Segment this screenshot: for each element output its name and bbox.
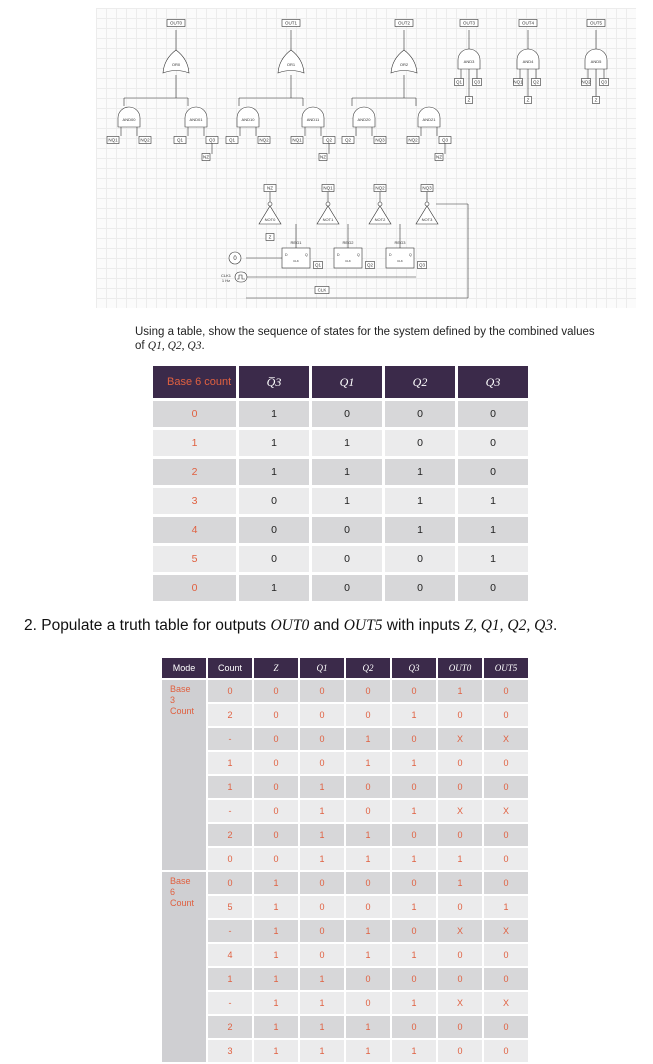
truth-value-cell: 1 [392, 848, 436, 870]
truth-count-cell: 0 [208, 848, 252, 870]
input-tag: NQ2 [259, 137, 269, 143]
register-box [282, 248, 310, 268]
or-gate-label: OR0 [171, 62, 181, 67]
register-q-pin: Q [357, 253, 360, 257]
truth-value-cell: 0 [254, 752, 298, 774]
truth-value-cell: 0 [300, 944, 344, 966]
state-value-cell: 1 [312, 488, 382, 514]
truth-value-cell: X [484, 728, 528, 750]
state-value-cell: 0 [458, 401, 528, 427]
not-output-tag: NQ2 [375, 185, 385, 191]
register-q-pin: Q [305, 253, 308, 257]
state-count-cell: 0 [153, 401, 236, 427]
truth-value-cell: 0 [438, 824, 482, 846]
circuit-diagram [96, 8, 636, 308]
header-q3: Q3 [392, 658, 436, 678]
input-tag: Q2 [532, 79, 540, 85]
register-d-pin: D [389, 253, 392, 257]
truth-value-cell: 0 [484, 824, 528, 846]
truth-value-cell: 0 [392, 872, 436, 894]
truth-value-cell: X [484, 800, 528, 822]
input-tag: Q1 [176, 137, 184, 143]
state-value-cell: 0 [239, 546, 309, 572]
truth-value-cell: 0 [392, 824, 436, 846]
header-mode: Mode [162, 658, 206, 678]
header-q1: Q1 [300, 658, 344, 678]
state-value-cell: 0 [385, 575, 455, 601]
truth-value-cell: 1 [392, 992, 436, 1014]
state-value-cell: 1 [239, 575, 309, 601]
truth-value-cell: 1 [254, 1016, 298, 1038]
input-tag: NQ1 [108, 137, 118, 143]
truth-value-cell: 1 [392, 896, 436, 918]
and-gate-label: AND00 [122, 117, 136, 122]
truth-count-cell: 5 [208, 896, 252, 918]
not-gate-label: NOT1 [322, 217, 334, 222]
truth-value-cell: 1 [300, 1016, 344, 1038]
truth-value-cell: 0 [392, 1016, 436, 1038]
or-output-tag: OUT0 [169, 20, 183, 26]
input-tag: NQ2 [581, 79, 591, 85]
truth-row [162, 896, 528, 918]
truth-value-cell: 1 [254, 1040, 298, 1062]
truth-value-cell: 0 [346, 704, 390, 726]
truth-value-cell: 0 [438, 968, 482, 990]
truth-row [162, 992, 528, 1014]
and-gate-label: AND01 [189, 117, 203, 122]
truth-value-cell: 1 [392, 752, 436, 774]
truth-value-cell: 0 [254, 800, 298, 822]
input-tag: Z [594, 97, 598, 103]
state-value-cell: 0 [458, 575, 528, 601]
truth-value-cell: 0 [438, 752, 482, 774]
truth-value-cell: 0 [484, 752, 528, 774]
input-tag: Q1 [228, 137, 236, 143]
question-2: 2. Populate a truth table for outputs OUT0 and OUT5 with inputs Z, Q1, Q2, Q3. [24, 617, 558, 634]
const-input-value: 0 [233, 256, 237, 262]
state-value-cell: 1 [239, 430, 309, 456]
truth-count-cell: 4 [208, 944, 252, 966]
clock-freq: 1 Hz [221, 278, 231, 283]
not-gate-bubble [326, 202, 330, 206]
truth-value-cell: 1 [300, 824, 344, 846]
and-gate-label: AND20 [357, 117, 371, 122]
truth-value-cell: 0 [438, 1016, 482, 1038]
truth-value-cell: 0 [346, 800, 390, 822]
state-count-cell: 0 [153, 575, 236, 601]
not-input-tag: Z [268, 234, 272, 240]
register-output-tag: Q1 [314, 262, 322, 268]
truth-count-cell: - [208, 992, 252, 1014]
state-value-cell: 0 [385, 546, 455, 572]
header-nq3: Q̅3 [239, 366, 309, 398]
header-count: Count [208, 658, 252, 678]
input-tag: NZ [320, 154, 326, 160]
truth-value-cell: 1 [300, 1040, 344, 1062]
state-value-cell: 0 [458, 430, 528, 456]
header-z: Z [254, 658, 298, 678]
input-tag: Z [526, 97, 530, 103]
register-q-pin: Q [409, 253, 412, 257]
state-count-cell: 4 [153, 517, 236, 543]
state-row [153, 401, 528, 427]
truth-value-cell: 0 [484, 680, 528, 702]
input-tag: NQ2 [140, 137, 150, 143]
truth-value-cell: 0 [254, 776, 298, 798]
truth-value-cell: 1 [438, 680, 482, 702]
register-d-pin: D [285, 253, 288, 257]
header-base6-count: Base 6 count [153, 366, 236, 398]
input-tag: Q2 [344, 137, 352, 143]
truth-value-cell: 0 [300, 680, 344, 702]
truth-value-cell: 1 [254, 896, 298, 918]
state-value-cell: 1 [239, 459, 309, 485]
not-gate-label: NOT0 [264, 217, 276, 222]
state-value-cell: 1 [385, 459, 455, 485]
truth-value-cell: 0 [254, 680, 298, 702]
or-output-tag: OUT1 [284, 20, 298, 26]
truth-value-cell: 1 [438, 872, 482, 894]
truth-count-cell: 3 [208, 1040, 252, 1062]
truth-value-cell: 1 [346, 1016, 390, 1038]
truth-value-cell: 0 [392, 920, 436, 942]
truth-row [162, 752, 528, 774]
truth-value-cell: 0 [484, 872, 528, 894]
truth-count-cell: 2 [208, 824, 252, 846]
truth-value-cell: 1 [254, 872, 298, 894]
question-1: Using a table, show the sequence of states for the system defined by the combined values of Q1, Q2, Q3. [135, 326, 595, 352]
and-gate-label: AND4 [522, 59, 534, 64]
truth-value-cell: 0 [484, 704, 528, 726]
truth-value-cell: 1 [300, 968, 344, 990]
truth-value-cell: 0 [254, 704, 298, 726]
state-value-cell: 0 [312, 517, 382, 543]
truth-value-cell: 1 [346, 944, 390, 966]
input-tag: NZ [436, 154, 442, 160]
input-tag: Q3 [473, 79, 481, 85]
truth-value-cell: 0 [300, 728, 344, 750]
truth-count-cell: 1 [208, 776, 252, 798]
truth-value-cell: 1 [392, 704, 436, 726]
header-q3: Q3 [458, 366, 528, 398]
input-tag: Q3 [600, 79, 608, 85]
header-q1: Q1 [312, 366, 382, 398]
input-tag: NZ [203, 154, 209, 160]
truth-table [160, 656, 530, 1064]
truth-value-cell: 0 [300, 920, 344, 942]
clock-source [235, 272, 247, 282]
or-gate-label: OR2 [399, 62, 409, 67]
mode-cell: Base 6 Count [162, 872, 206, 1062]
truth-value-cell: 0 [438, 944, 482, 966]
and-gate-label: AND3 [463, 59, 475, 64]
header-out5: OUT5 [484, 658, 528, 678]
truth-value-cell: 0 [346, 680, 390, 702]
state-value-cell: 0 [385, 401, 455, 427]
truth-row [162, 680, 528, 702]
input-tag: Q3 [441, 137, 449, 143]
state-value-cell: 0 [312, 546, 382, 572]
not-gate-bubble [378, 202, 382, 206]
state-count-cell: 1 [153, 430, 236, 456]
mode-cell: Base 3 Count [162, 680, 206, 870]
register-box [386, 248, 414, 268]
not-gate-label: NOT3 [421, 217, 433, 222]
truth-value-cell: 1 [346, 824, 390, 846]
not-gate-bubble [425, 202, 429, 206]
state-value-cell: 1 [239, 401, 309, 427]
truth-row [162, 776, 528, 798]
register-clk-pin: CLK [293, 259, 299, 263]
state-value-cell: 0 [239, 517, 309, 543]
state-value-cell: 0 [312, 401, 382, 427]
truth-value-cell: 0 [300, 872, 344, 894]
truth-value-cell: 0 [300, 896, 344, 918]
truth-value-cell: 1 [346, 920, 390, 942]
input-tag: NQ3 [375, 137, 385, 143]
truth-count-cell: 2 [208, 704, 252, 726]
truth-value-cell: 1 [254, 992, 298, 1014]
state-value-cell: 1 [458, 546, 528, 572]
truth-value-cell: 1 [392, 1040, 436, 1062]
truth-count-cell: 0 [208, 872, 252, 894]
truth-row [162, 920, 528, 942]
header-out0: OUT0 [438, 658, 482, 678]
truth-value-cell: 0 [484, 1040, 528, 1062]
and-output-tag: OUT3 [462, 20, 476, 26]
truth-count-cell: 1 [208, 752, 252, 774]
state-value-cell: 0 [458, 459, 528, 485]
truth-row [162, 944, 528, 966]
not-output-tag: NZ [267, 185, 273, 191]
register-output-tag: Q3 [418, 262, 426, 268]
not-output-tag: NQ3 [422, 185, 432, 191]
truth-count-cell: 1 [208, 968, 252, 990]
state-count-cell: 3 [153, 488, 236, 514]
and-output-tag: OUT4 [521, 20, 535, 26]
truth-row [162, 728, 528, 750]
state-value-cell: 1 [312, 459, 382, 485]
register-clk-pin: CLK [345, 259, 351, 263]
header-q2: Q2 [385, 366, 455, 398]
truth-row [162, 704, 528, 726]
truth-value-cell: 0 [346, 872, 390, 894]
truth-count-cell: - [208, 920, 252, 942]
truth-value-cell: 0 [346, 776, 390, 798]
state-value-cell: 0 [385, 430, 455, 456]
truth-value-cell: 0 [392, 776, 436, 798]
truth-value-cell: 0 [484, 776, 528, 798]
truth-value-cell: 0 [254, 848, 298, 870]
truth-value-cell: 1 [346, 848, 390, 870]
register-label: REG2 [342, 240, 354, 245]
truth-value-cell: 1 [254, 920, 298, 942]
truth-value-cell: 1 [254, 944, 298, 966]
truth-value-cell: X [438, 992, 482, 1014]
state-value-cell: 1 [312, 430, 382, 456]
truth-value-cell: 0 [346, 968, 390, 990]
truth-value-cell: X [438, 920, 482, 942]
truth-value-cell: 1 [438, 848, 482, 870]
and-gate-label: AND10 [241, 117, 255, 122]
truth-value-cell: X [438, 800, 482, 822]
truth-value-cell: 0 [392, 968, 436, 990]
register-label: REG1 [290, 240, 302, 245]
truth-value-cell: 0 [300, 752, 344, 774]
state-value-cell: 0 [312, 575, 382, 601]
input-tag: NQ1 [292, 137, 302, 143]
truth-count-cell: - [208, 800, 252, 822]
truth-value-cell: 0 [300, 704, 344, 726]
and-gate-label: AND5 [590, 59, 602, 64]
state-value-cell: 1 [385, 517, 455, 543]
truth-count-cell: 2 [208, 1016, 252, 1038]
input-tag: Q1 [455, 79, 463, 85]
truth-value-cell: 1 [300, 992, 344, 1014]
truth-value-cell: 0 [484, 968, 528, 990]
register-output-tag: Q2 [366, 262, 374, 268]
not-gate-label: NOT2 [374, 217, 386, 222]
truth-value-cell: 0 [392, 728, 436, 750]
state-row [153, 488, 528, 514]
truth-value-cell: 0 [254, 824, 298, 846]
clock-label: CLK1 [220, 273, 232, 278]
register-clk-pin: CLK [397, 259, 403, 263]
state-row [153, 430, 528, 456]
state-sequence-table [150, 363, 531, 604]
truth-value-cell: 0 [438, 1040, 482, 1062]
input-tag: Q2 [325, 137, 333, 143]
truth-value-cell: 1 [392, 800, 436, 822]
truth-value-cell: X [438, 728, 482, 750]
truth-row [162, 1016, 528, 1038]
clk-tag: CLK [317, 287, 327, 293]
state-value-cell: 1 [458, 517, 528, 543]
truth-value-cell: 1 [300, 776, 344, 798]
or-gate-label: OR1 [286, 62, 296, 67]
truth-row [162, 800, 528, 822]
state-value-cell: 1 [385, 488, 455, 514]
truth-value-cell: X [484, 992, 528, 1014]
register-d-pin: D [337, 253, 340, 257]
truth-row [162, 824, 528, 846]
state-count-cell: 5 [153, 546, 236, 572]
truth-value-cell: 0 [484, 1016, 528, 1038]
header-q2: Q2 [346, 658, 390, 678]
truth-value-cell: 1 [254, 968, 298, 990]
truth-value-cell: 0 [254, 728, 298, 750]
truth-value-cell: 0 [438, 704, 482, 726]
register-box [334, 248, 362, 268]
truth-row [162, 848, 528, 870]
and-output-tag: OUT5 [589, 20, 603, 26]
input-tag: NQ2 [408, 137, 418, 143]
and-gate-label: AND11 [306, 117, 320, 122]
state-value-cell: 1 [458, 488, 528, 514]
truth-count-cell: - [208, 728, 252, 750]
circuit-svg [96, 8, 636, 308]
truth-value-cell: 0 [484, 848, 528, 870]
truth-value-cell: 1 [484, 896, 528, 918]
not-gate-bubble [268, 202, 272, 206]
truth-row [162, 1040, 528, 1062]
state-row [153, 575, 528, 601]
truth-value-cell: 0 [484, 944, 528, 966]
state-row [153, 517, 528, 543]
truth-value-cell: 1 [346, 752, 390, 774]
input-tag: Q3 [208, 137, 216, 143]
input-tag: NQ1 [513, 79, 523, 85]
truth-value-cell: 1 [300, 800, 344, 822]
truth-value-cell: 1 [300, 848, 344, 870]
truth-value-cell: 1 [392, 944, 436, 966]
truth-row [162, 872, 528, 894]
truth-value-cell: 0 [346, 992, 390, 1014]
state-count-cell: 2 [153, 459, 236, 485]
truth-value-cell: 0 [438, 896, 482, 918]
truth-value-cell: X [484, 920, 528, 942]
state-value-cell: 0 [239, 488, 309, 514]
not-output-tag: NQ1 [323, 185, 333, 191]
truth-row [162, 968, 528, 990]
truth-value-cell: 0 [346, 896, 390, 918]
and-gate-label: AND21 [422, 117, 436, 122]
truth-value-cell: 0 [392, 680, 436, 702]
state-row [153, 546, 528, 572]
register-label: REG3 [394, 240, 406, 245]
truth-value-cell: 1 [346, 728, 390, 750]
truth-count-cell: 0 [208, 680, 252, 702]
truth-value-cell: 0 [438, 776, 482, 798]
input-tag: Z [467, 97, 471, 103]
or-output-tag: OUT2 [397, 20, 411, 26]
truth-value-cell: 1 [346, 1040, 390, 1062]
state-row [153, 459, 528, 485]
